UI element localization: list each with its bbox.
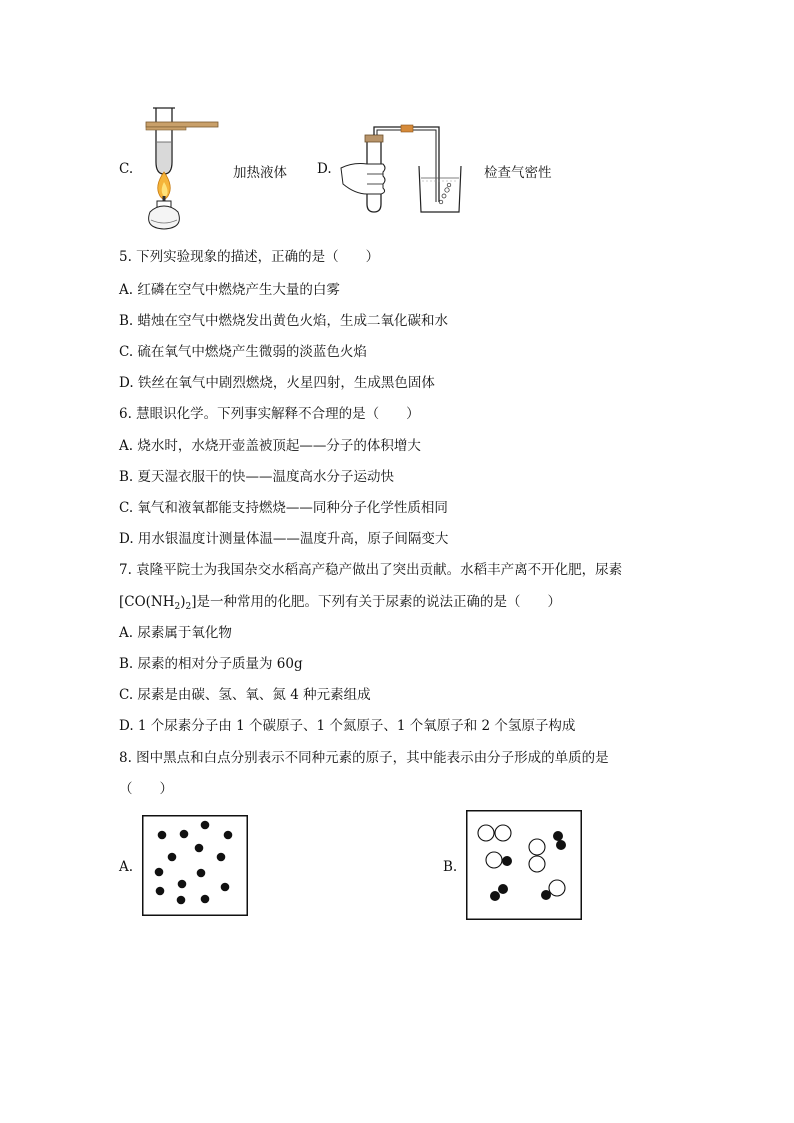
- q8-option-a-diagram: [142, 815, 248, 916]
- q5-option-c: C. 硫在氧气中燃烧产生微弱的淡蓝色火焰: [119, 344, 367, 360]
- option-c-text: 加热液体: [233, 165, 287, 181]
- q7-option-b: B. 尿素的相对分子质量为 60g: [119, 656, 303, 672]
- q7-option-c: C. 尿素是由碳、氢、氧、氮 4 种元素组成: [119, 687, 371, 703]
- q5-option-b: B. 蜡烛在空气中燃烧发出黄色火焰，生成二氧化碳和水: [119, 313, 449, 329]
- q8-option-b-diagram: [466, 810, 582, 920]
- option-c-letter: C.: [119, 161, 134, 177]
- airtightness-check-illustration: [337, 118, 467, 218]
- q6-option-a: A. 烧水时，水烧开壶盖被顶起——分子的体积增大: [119, 438, 421, 454]
- q7-formula-b: ): [180, 594, 186, 610]
- q7-option-a: A. 尿素属于氧化物: [119, 625, 232, 641]
- q8-option-b-letter: B.: [443, 859, 458, 875]
- q5-option-d: D. 铁丝在氧气中剧烈燃烧，火星四射，生成黑色固体: [119, 375, 435, 391]
- q7-formula-c: ]是一种常用的化肥。下列有关于尿素的说法正确的是（ ）: [191, 594, 562, 610]
- q8-stem-line2: （ ）: [119, 781, 173, 797]
- q7-formula-sub2: 2: [185, 602, 192, 612]
- option-d-text: 检查气密性: [484, 165, 552, 181]
- q6-option-d: D. 用水银温度计测量体温——温度升高，原子间隔变大: [119, 531, 449, 547]
- q6-option-b: B. 夏天湿衣服干的快——温度高水分子运动快: [119, 469, 395, 485]
- heating-liquid-illustration: [138, 102, 222, 232]
- q8-option-a-letter: A.: [119, 859, 134, 875]
- q7-stem-line1: 7. 袁隆平院士为我国杂交水稻高产稳产做出了突出贡献。水稻丰产离不开化肥，尿素: [119, 562, 623, 578]
- q7-formula-a: [CO(NH: [119, 594, 175, 610]
- q7-stem-line2: [119, 593, 561, 616]
- q5-stem: 5. 下列实验现象的描述，正确的是（ ）: [119, 249, 380, 265]
- q8-stem-line1: 8. 图中黑点和白点分别表示不同种元素的原子，其中能表示由分子形成的单质的是: [119, 750, 609, 766]
- q7-formula-sub1: 2: [174, 602, 181, 612]
- option-d-letter: D.: [317, 161, 332, 177]
- q5-option-a: A. 红磷在空气中燃烧产生大量的白雾: [119, 282, 340, 298]
- q6-option-c: C. 氧气和液氧都能支持燃烧——同种分子化学性质相同: [119, 500, 448, 516]
- q6-stem: 6. 慧眼识化学。下列事实解释不合理的是（ ）: [119, 406, 420, 422]
- q7-option-d: D. 1 个尿素分子由 1 个碳原子、1 个氮原子、1 个氧原子和 2 个氢原子构成: [119, 718, 576, 734]
